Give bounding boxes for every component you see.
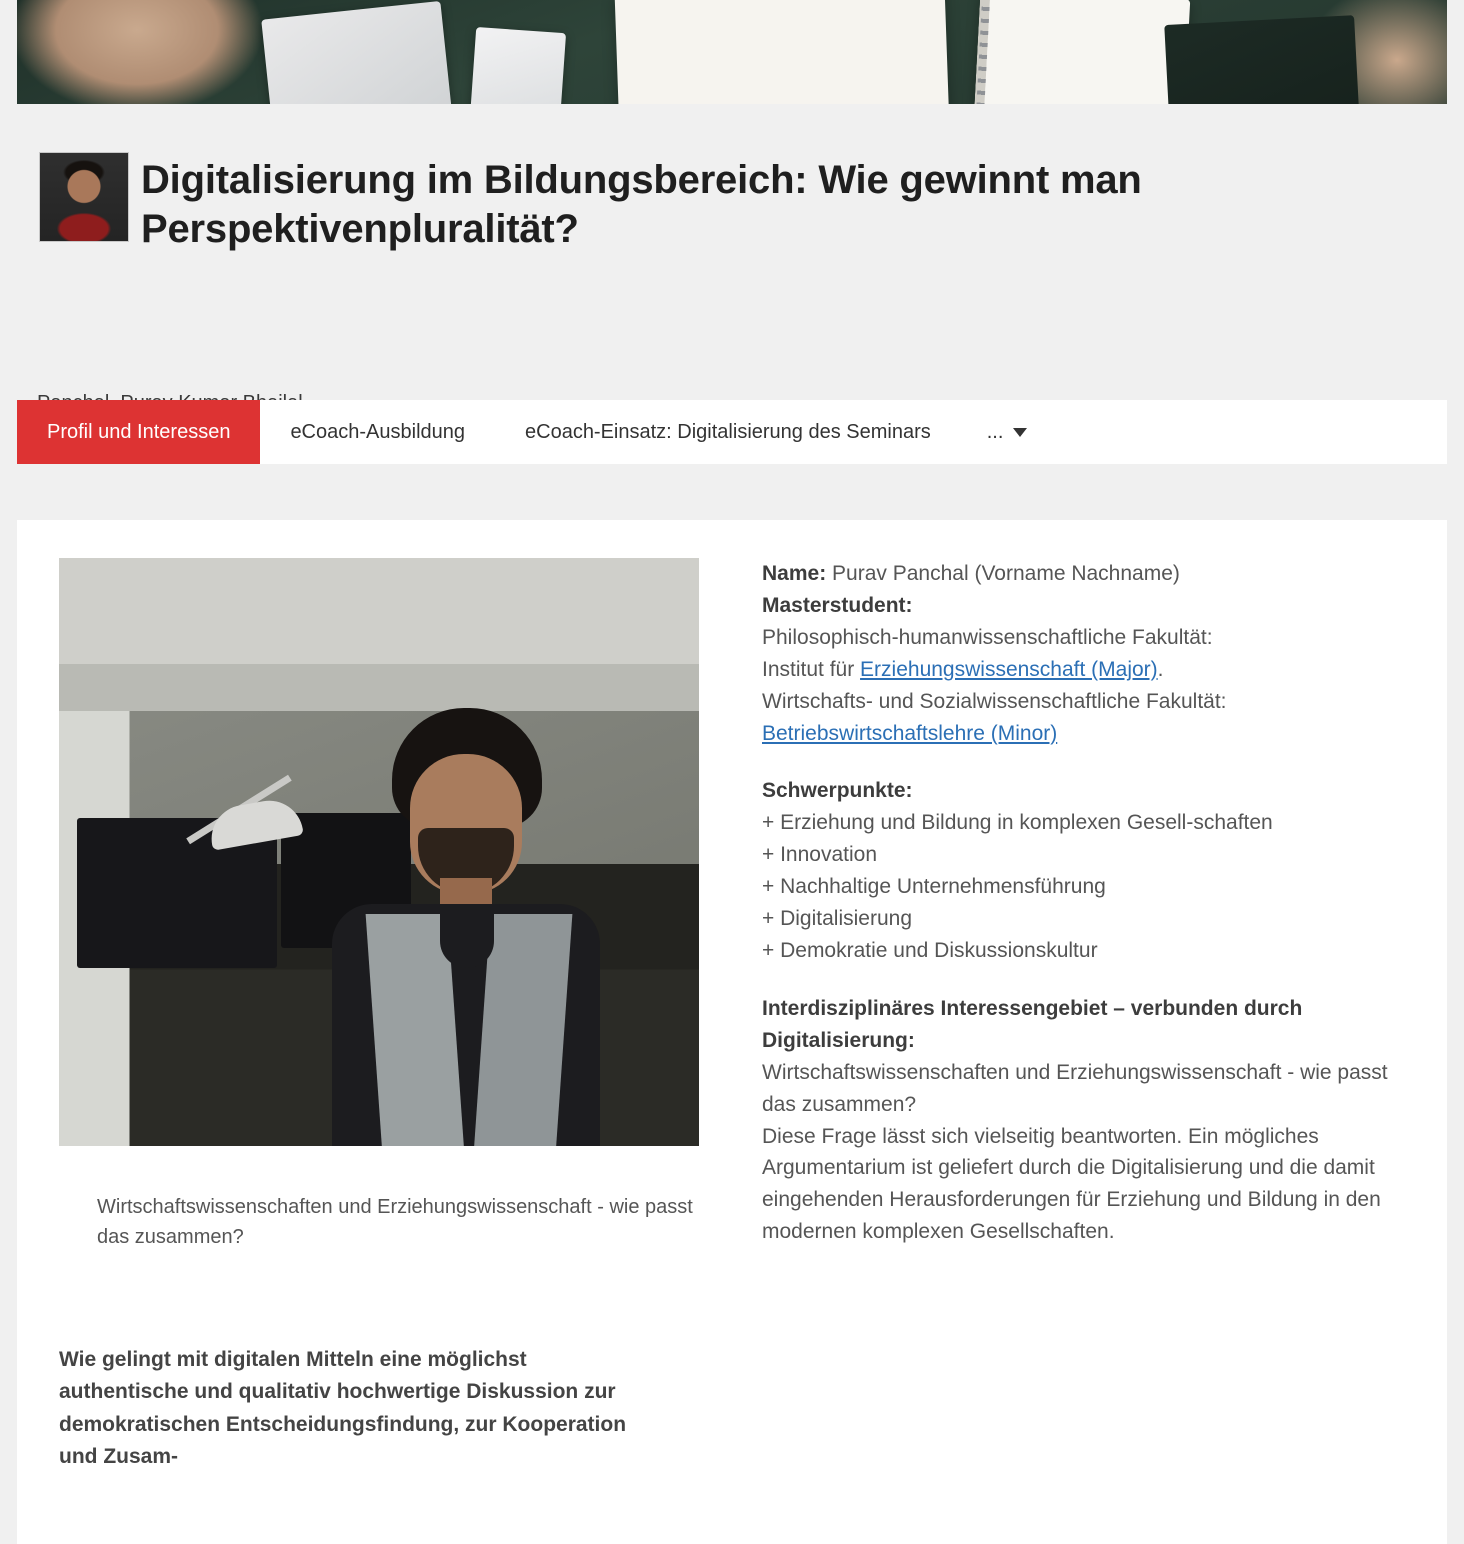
list-item: + Erziehung und Bildung in komplexen Gesell-schaften [762,811,1273,835]
banner-tablet [261,1,453,104]
tab-overflow-label: ... [986,420,1004,443]
left-intro-paragraph: Wie gelingt mit digitalen Mitteln eine möglichst authentische und qualitativ hochwertige Diskussion zur demokratischen Entscheidungsfindung, zur Kooperation und Zusam- [59,1348,627,1468]
interessengebiet-text-1: Wirtschaftswissenschaften und Erziehungswissenschaft - wie passt das zusammen? [762,1060,1388,1116]
faculty-line-3: Wirtschafts- und Sozialwissenschaftliche Fakultät: [762,689,1227,713]
identity-block [762,558,1417,749]
schwerpunkte-label: Schwerpunkte: [762,779,913,803]
hero-banner-image [17,0,1447,104]
name-value: Purav Panchal (Vorname Nachname) [826,562,1180,585]
faculty-suffix: . [1157,657,1164,681]
right-column [762,558,1417,1248]
banner-phone [468,27,566,104]
page-title: Digitalisierung im Bildungsbereich: Wie gewinnt man Perspektivenpluralität? [141,158,1142,251]
list-item: + Digitalisierung [762,907,912,931]
profile-photo [59,558,699,1146]
link-betriebswirtschaftslehre-minor[interactable]: Betriebswirtschaftslehre (Minor) [762,721,1058,745]
left-column [59,558,709,1473]
interessengebiet-block [762,993,1417,1248]
list-item: + Innovation [762,843,878,867]
avatar [39,152,129,242]
name-line [762,558,1417,590]
schwerpunkte-block [762,775,1417,966]
tab-ecoach-einsatz[interactable]: eCoach-Einsatz: Digitalisierung des Seminars [525,420,931,443]
list-item: + Demokratie und Diskussionskultur [762,938,1098,962]
tab-profil-und-interessen[interactable]: Profil und Interessen [17,400,260,464]
tab-ecoach-ausbildung[interactable]: eCoach-Ausbildung [290,420,465,443]
tab-bar [17,400,1447,464]
interessengebiet-label: Interdisziplinäres Interessengebiet – verbunden durch Digitalisierung: [762,996,1303,1052]
name-label: Name: [762,562,827,585]
photo-person [314,708,614,1146]
content-card [17,520,1447,1544]
faculty-line-1: Philosophisch-humanwissenschaftliche Fakultät: [762,625,1213,649]
banner-dark-object [1164,15,1359,104]
photo-caption: Wirtschaftswissenschaften und Erziehungswissenschaft - wie passt das zusammen? [97,1196,693,1248]
master-label: Masterstudent: [762,593,913,617]
chevron-down-icon [1013,428,1027,437]
banner-notebook [974,0,1191,104]
interessengebiet-text-2: Diese Frage lässt sich vielseitig beantworten. Ein mögliches Argumentarium ist geliefert durch die Digitalisierung und die damit eingehenden Herausforderungen für Erziehung und Bildung in den modernen komplexen Gesellschaften. [762,1124,1381,1244]
link-erziehungswissenschaft-major[interactable]: Erziehungswissenschaft (Major) [860,657,1158,681]
avatar-image [40,153,128,241]
banner-paper [615,0,950,104]
page-header [17,104,1447,392]
list-item: + Nachhaltige Unternehmensführung [762,875,1106,899]
faculty-line-4 [762,718,1417,750]
faculty-prefix: Institut für [762,657,861,681]
faculty-line-2 [762,654,1417,686]
tab-overflow-menu[interactable] [961,400,1054,464]
